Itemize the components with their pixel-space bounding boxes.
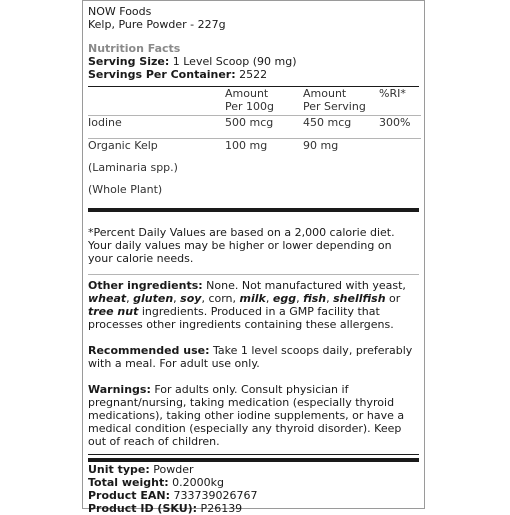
warnings-label: Warnings: xyxy=(88,383,151,396)
allergen: wheat xyxy=(88,292,127,305)
nutrient-name: (Whole Plant) xyxy=(88,183,163,196)
product-ean: Product EAN: 733739026767 xyxy=(88,489,258,502)
nutrient-name: (Laminaria spp.) xyxy=(88,161,178,174)
allergen: tree nut xyxy=(88,305,139,318)
amount-per100: 500 mcg xyxy=(225,116,303,139)
table-row xyxy=(88,139,421,162)
product-id: Product ID (SKU): P26139 xyxy=(88,502,243,515)
table-row xyxy=(88,161,421,183)
other-ingredients: Other ingredients: None. Not manufactured with yeast, wheat, gluten, soy, corn, milk, egg, fish, shellfish or tree nut ingredients. Produced in a GMP facility that processes other ingredients containing these allergens. xyxy=(88,279,406,331)
servings-value: 2522 xyxy=(239,68,268,81)
servings-per-container xyxy=(83,68,424,81)
thick-divider xyxy=(88,208,419,212)
warnings: Warnings: For adults only. Consult physician if pregnant/nursing, taking medication (especially thyroid medications), taking other iodine supplements, or have a medical condition (especially any thyroid disorder). Keep out of reach of children. xyxy=(88,383,405,448)
amount-per-serving: 450 mcg xyxy=(303,116,379,139)
allergen: fish xyxy=(303,292,327,305)
total-weight: Total weight: 0.2000kg xyxy=(88,476,224,489)
amount-per-serving: 90 mg xyxy=(303,139,379,162)
divider xyxy=(88,454,419,455)
unit-type: Unit type: Powder xyxy=(88,463,194,476)
nutrition-facts-title: Nutrition Facts xyxy=(88,42,181,55)
product-info-panel xyxy=(82,0,425,515)
nutrient-name: Iodine xyxy=(88,116,225,139)
col-header-per100: Amount Per 100g xyxy=(225,87,275,113)
col-header-ri: %RI* xyxy=(379,87,406,100)
nutrient-name: Organic Kelp xyxy=(88,139,225,162)
col-header-per-serving: Amount Per Serving xyxy=(303,87,366,113)
divider xyxy=(88,274,419,275)
thick-divider xyxy=(88,458,419,462)
amount-per100: 100 mg xyxy=(225,139,303,162)
product-name: Kelp, Pure Powder - 227g xyxy=(88,18,226,31)
allergen: soy xyxy=(180,292,202,305)
daily-values-footnote: *Percent Daily Values are based on a 2,000 calorie diet. Your daily values may be higher or lower depending on your calorie needs. xyxy=(88,226,395,265)
table-header-row xyxy=(88,87,421,116)
recommended-use-label: Recommended use: xyxy=(88,344,210,357)
recommended-use: Recommended use: Take 1 level scoops daily, preferably with a meal. For adult use only. xyxy=(88,344,413,370)
allergen: milk xyxy=(239,292,266,305)
allergen: gluten xyxy=(133,292,174,305)
ri-value: 300% xyxy=(379,116,421,139)
brand-name: NOW Foods xyxy=(88,5,152,18)
other-ingredients-label: Other ingredients: xyxy=(88,279,203,292)
nutrition-table xyxy=(88,87,421,205)
allergen: egg xyxy=(272,292,297,305)
table-row xyxy=(88,183,421,205)
serving-size-value: 1 Level Scoop (90 mg) xyxy=(172,55,297,68)
allergen: shellfish xyxy=(333,292,386,305)
ri-value xyxy=(379,139,421,162)
serving-size xyxy=(83,55,424,68)
servings-label: Servings Per Container: xyxy=(88,68,236,81)
serving-size-label: Serving Size: xyxy=(88,55,170,68)
table-row xyxy=(88,116,421,139)
